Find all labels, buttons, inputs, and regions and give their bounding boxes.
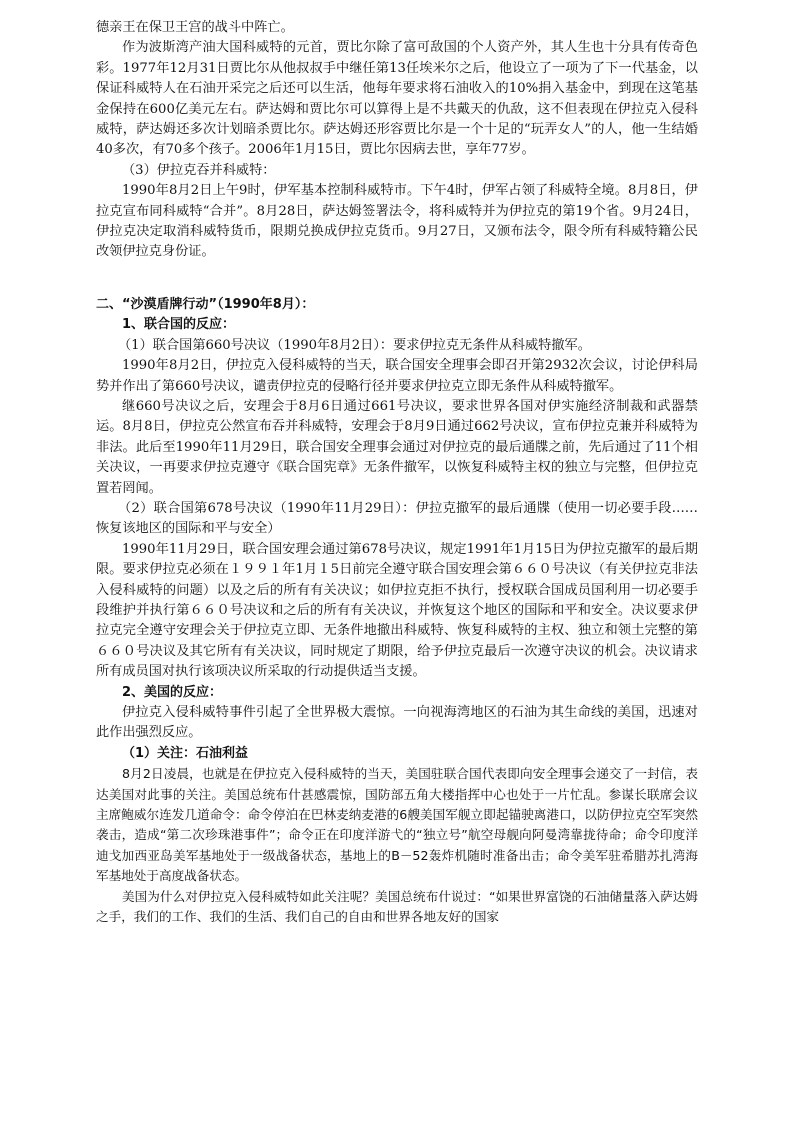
document-body <box>96 18 698 927</box>
heading-us-reaction: 2、美国的反应： <box>122 684 223 700</box>
paragraph-resolution-660: 1990年8月2日，伊拉克入侵科威特的当天，联合国安全理事会即召开第2932次会议，讨论伊科局势并作出了第660号决议，谴责伊拉克的侵略行径并要求伊拉克立即无条件从科威特撤军。 <box>96 358 698 394</box>
heading-un-reaction: 1、联合国的反应： <box>122 317 236 333</box>
subheading-oil-interest: （1）关注：石油利益 <box>122 745 249 761</box>
section-gap <box>96 263 698 295</box>
subheading-resolution-660: （1）联合国第660号决议（1990年8月2日）：要求伊拉克无条件从科威特撤军。 <box>118 337 591 353</box>
paragraph-bush-quote: 美国为什么对伊拉克入侵科威特如此关注呢？美国总统布什说过：“如果世界富饶的石油储量落入萨达姆之手，我们的工作、我们的生活、我们自己的自由和世界各地友好的国家 <box>96 888 698 925</box>
paragraph-subsequent-resolutions: 继660号决议之后，安理会于8月6日通过661号决议，要求世界各国对伊实施经济制裁和武器禁运。8月8日，伊拉克公然宣布吞并科威特，安理会于8月9日通过662号决议，宣布伊拉克兼并科威特为非法。此后至1990年11月29日，联合国安全理事会通过对伊拉克的最后通牒之前，先后通过了11个相关决议，一再要求伊拉克遵守《联合国宪章》无条件撤军，以恢复科威特主权的独立与完整，但伊拉克置若罔闻。 <box>96 398 698 496</box>
paragraph-annexation: 1990年8月2日上午9时，伊军基本控制科威特市。下午4时，伊军占领了科威特全境。8月8日，伊拉克宣布同科威特“合并”。8月28日，萨达姆签署法令，将科威特并为伊拉克的第19个省。9月24日，伊拉克决定取消科威特货币，限期兑换成伊拉克货币。9月27日，又颁布法令，限令所有科威特籍公民改领伊拉克身份证。 <box>96 183 698 260</box>
subheading-annexation: （3）伊拉克吞并科威特： <box>122 162 276 178</box>
paragraph-continuation: 德亲王在保卫王宫的战斗中阵亡。 <box>96 20 294 35</box>
paragraph-jabir-biography: 作为波斯湾产油大国科威特的元首，贾比尔除了富可敌国的个人资产外，其人生也十分具有传奇色彩。1977年12月31日贾比尔从他叔叔手中继任第13任埃米尔之后，他设立了一项为了下一代基金，以保证科威特人在石油开采完之后还可以生活，他每年要求将石油收入的10%捐入基金中，到现在这笔基金保持在600亿美元左右。萨达姆和贾比尔可以算得上是不共戴天的仇敌，这不但表现在伊拉克入侵科威特，萨达姆还多次计划暗杀贾比尔。萨达姆还形容贾比尔是一个十足的“玩弄女人”的人，他一生结婚40多次，有70多个孩子。2006年1月15日，贾比尔因病去世，享年77岁。 <box>96 40 698 158</box>
paragraph-resolution-678: 1990年11月29日，联合国安理会通过第678号决议，规定1991年1月15日为伊拉克撤军的最后期限。要求伊拉克必须在１９９１年1月１5日前完全遵守联合国安理会第６６０号决议（有关伊拉克非法入侵科威特的问题）以及之后的所有有关决议；如伊拉克拒不执行，授权联合国成员国利用一切必要手段维护并执行第６６０号决议和之后的所有有关决议，并恢复这个地区的国际和平和安全。决议要求伊拉克完全遵守安理会关于伊拉克立即、无条件地撤出科威特、恢复科威特的主权、独立和领土完整的第６６０号决议及其它所有有关决议，同时规定了期限，给予伊拉克最后一次遵守决议的机会。决议请求所有成员国对执行该项决议所采取的行动提供适当支援。 <box>96 541 698 680</box>
paragraph-us-reaction: 伊拉克入侵科威特事件引起了全世界极大震惊。一向视海湾地区的石油为其生命线的美国，迅速对此作出强烈反应。 <box>96 705 698 741</box>
subheading-resolution-678: （2）联合国第678号决议（1990年11月29日）：伊拉克撤军的最后通牒（使用一切必要手段……恢复该地区的国际和平与安全） <box>96 500 698 537</box>
section-heading-desert-shield: 二、“沙漠盾牌行动”（1990年8月）： <box>96 296 315 312</box>
paragraph-us-response-details: 8月2日凌晨，也就是在伊拉克入侵科威特的当天，美国驻联合国代表即向安全理事会递交了一封信，表达美国对此事的关注。美国总统布什甚感震惊，国防部五角大楼指挥中心也处于一片忙乱。参谋长联席会议主席鲍威尔连发几道命令：命令停泊在巴林麦纳麦港的6艘美国军舰立即起锚驶离港口，以防伊拉克空军突然袭击，造成“第二次珍珠港事件”；命令正在印度洋游弋的“独立号”航空母舰向阿曼湾靠拢待命；命令印度洋迪戈加西亚岛美军基地处于一级战备状态，基地上的B－52轰炸机随时准备出击；命令美军驻希腊苏扎湾海军基地处于高度战备状态。 <box>96 766 698 884</box>
